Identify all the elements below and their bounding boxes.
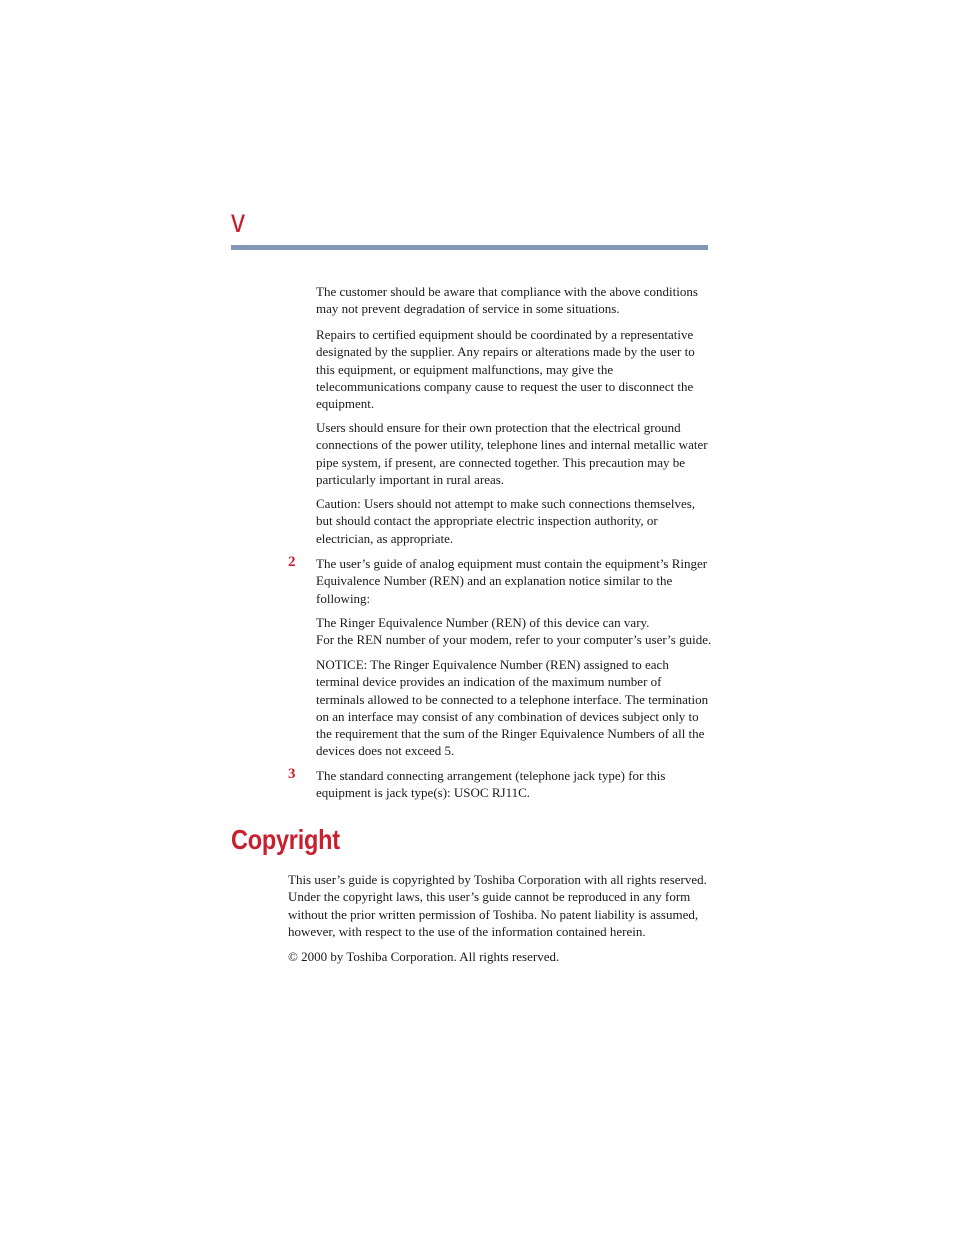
- list-item-2: [316, 555, 716, 607]
- page-number: v: [231, 202, 246, 239]
- copyright-notice: [288, 948, 718, 965]
- paragraph-users-text: Users should ensure for their own protection that the electrical ground connections of the power utility, telephone lines and internal metallic water pipe system, if present, are connected together. This precaution may be particularly important in rural areas.: [316, 420, 708, 487]
- paragraph-copyright: [288, 871, 718, 940]
- list-item-2-text: The user’s guide of analog equipment must contain the equipment’s Ringer Equivalence Number (REN) and an explanation notice similar to the following:: [316, 556, 708, 606]
- paragraph-copyright-text: This user’s guide is copyrighted by Toshiba Corporation with all rights reserved. Under the copyright laws, this user’s guide cannot be reproduced in any form without the prior written permission of Toshiba. No patent liability is assumed, however, with respect to the use of the information contained herein.: [288, 872, 707, 939]
- header-rule: [231, 245, 708, 250]
- paragraph-compliance: [316, 283, 716, 318]
- paragraph-caution-text: Caution: Users should not attempt to make such connections themselves, but should contact the appropriate electric inspection authority, or electrician, as appropriate.: [316, 496, 696, 546]
- section-heading-copyright: Copyright: [231, 824, 340, 855]
- paragraph-compliance-text: The customer should be aware that compliance with the above conditions may not prevent degradation of service in some situations.: [316, 284, 698, 317]
- paragraph-repairs: [316, 326, 716, 412]
- item-number-2: 2: [288, 554, 296, 570]
- paragraph-users: [316, 419, 716, 488]
- item-number-3: 3: [288, 766, 296, 782]
- list-item-3: [316, 767, 716, 802]
- copyright-notice-text: © 2000 by Toshiba Corporation. All rights reserved.: [288, 949, 560, 964]
- paragraph-notice: [316, 656, 716, 760]
- list-item-3-text: The standard connecting arrangement (telephone jack type) for this equipment is jack type(s): USOC RJ11C.: [316, 768, 666, 801]
- paragraph-ren-text: The Ringer Equivalence Number (REN) of this device can vary. For the REN number of your modem, refer to your computer’s user’s guide.: [316, 615, 712, 648]
- paragraph-notice-text: NOTICE: The Ringer Equivalence Number (REN) assigned to each terminal device provides an indication of the maximum number of terminals allowed to be connected to a telephone interface. The termination on an interface may consist of any combination of devices subject only to the requirement that the sum of the Ringer Equivalence Numbers of all the devices does not exceed 5.: [316, 657, 709, 759]
- paragraph-ren: [316, 614, 716, 649]
- paragraph-caution: [316, 495, 716, 547]
- paragraph-repairs-text: Repairs to certified equipment should be coordinated by a representative designated by the supplier. Any repairs or alterations made by the user to this equipment, or equipment malfunctions, may give the telecommunications company cause to request the user to disconnect the equipment.: [316, 327, 695, 412]
